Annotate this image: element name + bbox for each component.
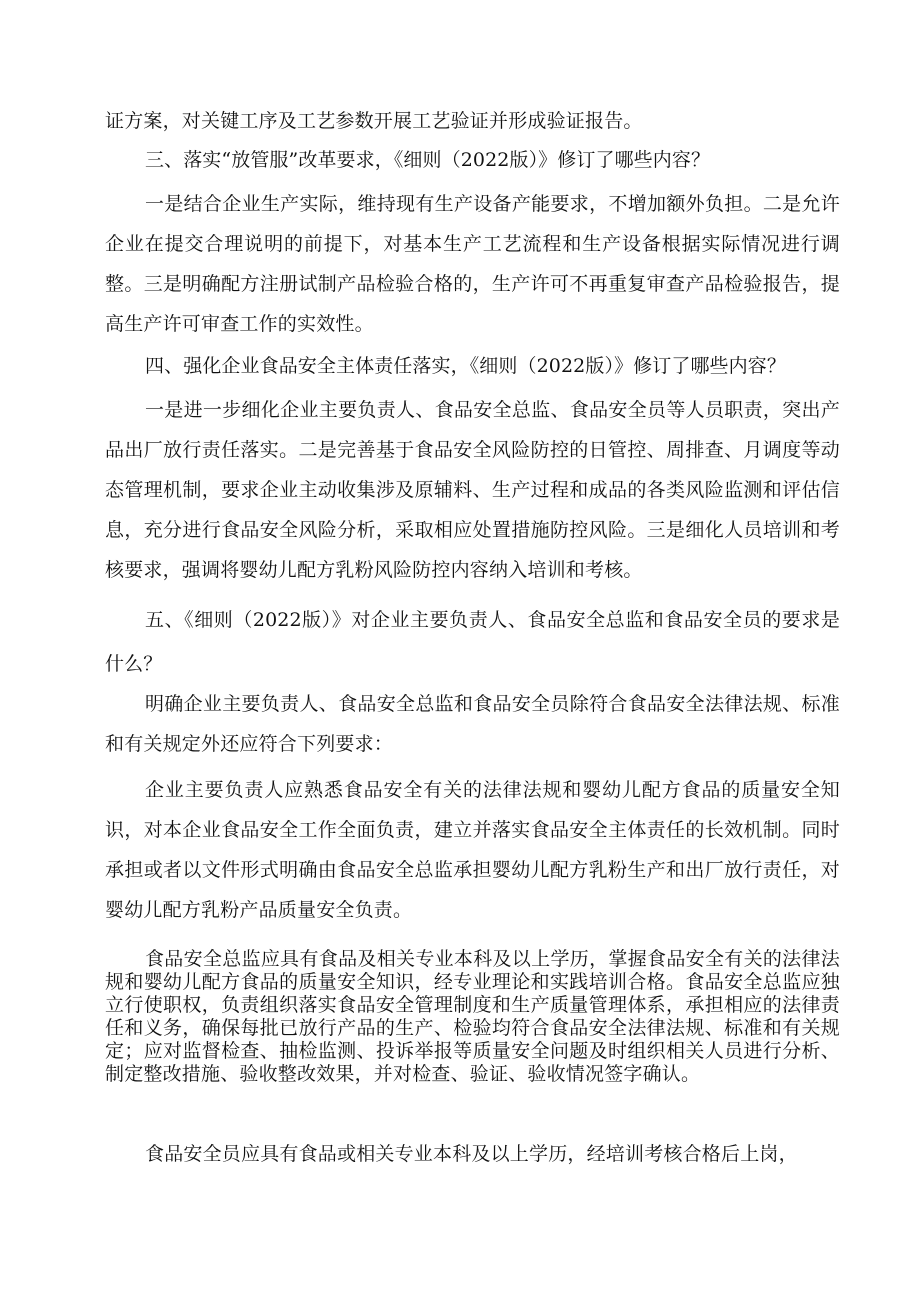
answer-intro-paragraph-5: 明确企业主要负责人、食品安全总监和食品安全员除符合食品安全法律法规、标准和有关规定外还应符合下列要求： [105, 693, 840, 755]
safety-director-requirements-paragraph: 食品安全总监应具有食品及相关专业本科及以上学历，掌握食品安全有关的法律法规和婴幼儿配方食品的质量安全知识，经专业理论和实践培训合格。食品安全总监应独立行使职权，负责组织落实食品安全管理制度和生产质量管理体系，承担相应的法律责任和义务，确保每批已放行产品的生产、检验均符合食品安全法律法规、标准和有关规定；应对监督检查、抽检监测、投诉举报等质量安全问题及时组织相关人员进行分析、制定整改措施、验收整改效果，并对检查、验证、验收情况签字确认。 [105, 948, 840, 1085]
safety-officer-requirements-paragraph: 食品安全员应具有食品或相关专业本科及以上学历，经培训考核合格后上岗， [145, 1143, 798, 1165]
answer-paragraph-3: 一是结合企业生产实际，维持现有生产设备产能要求，不增加额外负担。二是允许企业在提交合理说明的前提下，对基本生产工艺流程和生产设备根据实际情况进行调整。三是明确配方注册试制产品检验合格的，生产许可不再重复审查产品检验报告，提高生产许可审查工作的实效性。 [105, 193, 840, 335]
question-heading-4: 四、强化企业食品安全主体责任落实，《细则（2022版）》修订了哪些内容？ [145, 355, 786, 377]
question-heading-3: 三、落实“放管服”改革要求，《细则（2022版）》修订了哪些内容？ [145, 149, 711, 171]
paragraph-continuation: 证方案，对关键工序及工艺参数开展工艺验证并形成验证报告。 [105, 110, 643, 132]
principal-requirements-paragraph: 企业主要负责人应熟悉食品安全有关的法律法规和婴幼儿配方食品的质量安全知识，对本企业食品安全工作全面负责，建立并落实食品安全主体责任的长效机制。同时承担或者以文件形式明确由食品安全总监承担婴幼儿配方乳粉生产和出厂放行责任，对婴幼儿配方乳粉产品质量安全负责。 [105, 779, 840, 921]
question-heading-5: 五、《细则（2022版）》对企业主要负责人、食品安全总监和食品安全员的要求是什么？ [105, 609, 840, 675]
answer-paragraph-4: 一是进一步细化企业主要负责人、食品安全总监、食品安全员等人员职责，突出产品出厂放行责任落实。二是完善基于食品安全风险防控的日管控、周排查、月调度等动态管理机制，要求企业主动收集涉及原辅料、生产过程和成品的各类风险监测和评估信息，充分进行食品安全风险分析，采取相应处置措施防控风险。三是细化人员培训和考核要求，强调将婴幼儿配方乳粉风险防控内容纳入培训和考核。 [105, 399, 840, 581]
